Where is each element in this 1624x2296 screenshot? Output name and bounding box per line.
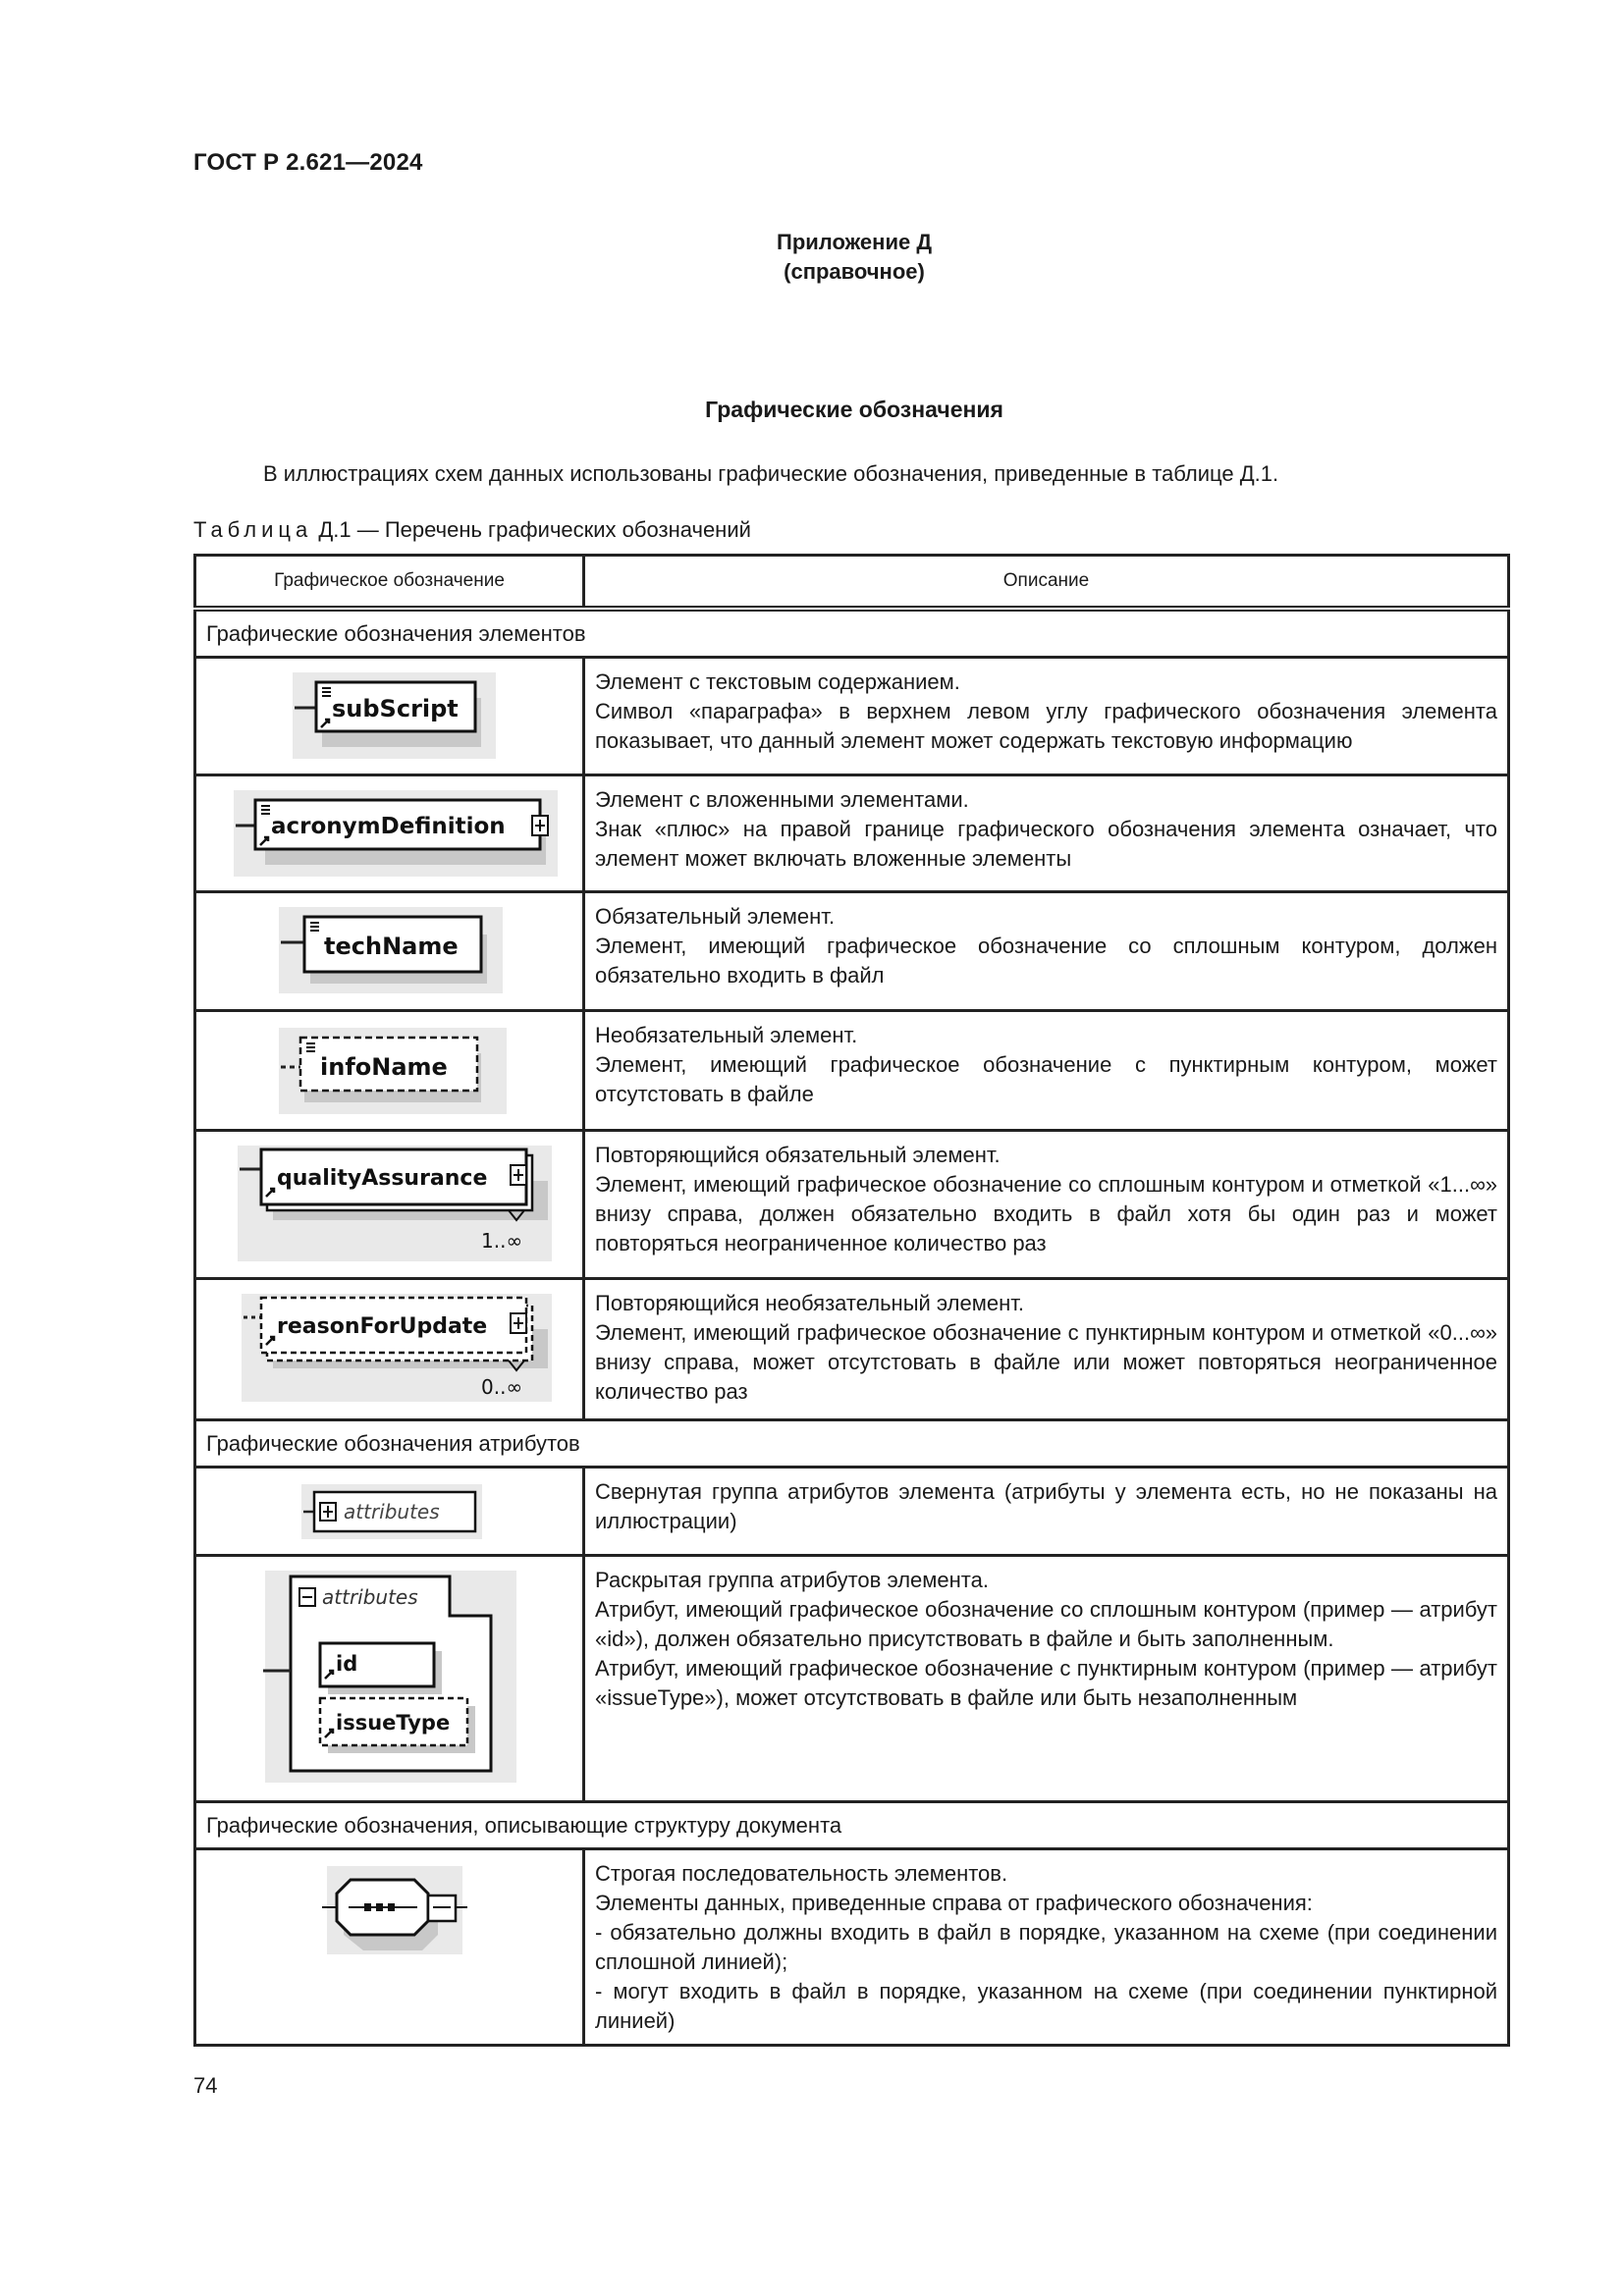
section-row-structure xyxy=(195,1802,1509,1849)
page-number: 74 xyxy=(193,2073,218,2098)
description-cell: Необязательный элемент. Элемент, имеющий графическое обозначение с пунктирным контуром, может отсутстовать в файле xyxy=(584,1011,1509,1131)
symbol-cell xyxy=(195,892,584,1011)
symbol-cell xyxy=(195,658,584,775)
annex-heading xyxy=(0,228,1624,287)
symbol-cell xyxy=(195,1849,584,2046)
mandatory-element-icon xyxy=(196,893,582,1006)
col-header-description: Описание xyxy=(584,556,1509,610)
section-row-elements xyxy=(195,609,1509,658)
col-header-symbol: Графическое обозначение xyxy=(195,556,584,610)
section-title: Графические обозначения атрибутов xyxy=(195,1420,1509,1468)
table-caption xyxy=(193,517,751,543)
description-cell: Повторяющийся необязательный элемент. Элемент, имеющий графическое обозначение с пунктирным контуром и отметкой «0...∞» внизу справа, может отсутстовать в файле или может повторяться неограниченное количество раз xyxy=(584,1279,1509,1420)
table-row xyxy=(195,1849,1509,2046)
svg-text:acronymDefinition: acronymDefinition xyxy=(271,814,506,839)
document-code: ГОСТ Р 2.621—2024 xyxy=(193,149,423,176)
description-cell: Элемент с вложенными элементами. Знак «плюс» на правой границе графического обозначения элемента означает, что элемент может включать вложенные элементы xyxy=(584,775,1509,892)
svg-text:id: id xyxy=(336,1652,358,1676)
description-cell: Раскрытая группа атрибутов элемента. Атрибут, имеющий графическое обозначение со сплошным контуром (пример — атрибут «id»), должен обязательно присутствовать в файле и быть заполненным. Атрибут, имеющий графическое обозначение с пунктирным контуром (пример — атрибут «issueType»), может отсутствовать в файле или быть незаполненным xyxy=(584,1556,1509,1802)
symbol-cell xyxy=(195,1131,584,1279)
section-row-attributes xyxy=(195,1420,1509,1468)
svg-text:0..∞: 0..∞ xyxy=(481,1375,523,1399)
repeating-optional-element-icon xyxy=(196,1280,582,1415)
description-cell: Повторяющийся обязательный элемент. Элемент, имеющий графическое обозначение со сплошным контуром и отметкой «1...∞» внизу справа, должен обязательно входить в файл хотя бы один раз и может повторяться неограниченное количество раз xyxy=(584,1131,1509,1279)
symbol-cell xyxy=(195,1279,584,1420)
svg-text:subScript: subScript xyxy=(332,695,459,722)
table-row xyxy=(195,658,1509,775)
svg-text:issueType: issueType xyxy=(336,1711,451,1735)
symbol-cell xyxy=(195,775,584,892)
svg-text:infoName: infoName xyxy=(320,1053,448,1081)
symbol-cell xyxy=(195,1011,584,1131)
table-row xyxy=(195,1556,1509,1802)
intro-paragraph: В иллюстрациях схем данных использованы графические обозначения, приведенные в таблице Д.1. xyxy=(263,461,1279,486)
svg-text:qualityAssurance: qualityAssurance xyxy=(277,1166,488,1191)
description-cell: Обязательный элемент. Элемент, имеющий графическое обозначение со сплошным контуром, должен обязательно входить в файл xyxy=(584,892,1509,1011)
table-header-row xyxy=(195,556,1509,610)
symbols-table xyxy=(193,554,1510,2047)
table-row xyxy=(195,1279,1509,1420)
symbol-cell xyxy=(195,1556,584,1802)
expanded-attributes-icon xyxy=(196,1557,582,1797)
section-title: Графические обозначения, описывающие структуру документа xyxy=(195,1802,1509,1849)
optional-element-icon xyxy=(196,1012,582,1126)
svg-text:1..∞: 1..∞ xyxy=(481,1229,523,1253)
repeating-mandatory-element-icon xyxy=(196,1132,582,1274)
svg-text:attributes: attributes xyxy=(344,1500,440,1523)
element-text-content-icon xyxy=(196,659,582,771)
section-title: Графические обозначения элементов xyxy=(195,609,1509,658)
table-row xyxy=(195,1468,1509,1556)
description-cell: Элемент с текстовым содержанием. Символ «параграфа» в верхнем левом углу графического обозначения элемента показывает, что данный элемент может содержать текстовую информацию xyxy=(584,658,1509,775)
svg-text:reasonForUpdate: reasonForUpdate xyxy=(277,1314,488,1339)
section-title: Графические обозначения xyxy=(705,397,1003,422)
annex-type: (справочное) xyxy=(784,259,925,284)
caption-text: Д.1 — Перечень графических обозначений xyxy=(312,517,751,542)
sequence-compositor-icon xyxy=(196,1850,582,2041)
caption-prefix: Таблица xyxy=(193,517,313,542)
table-row xyxy=(195,892,1509,1011)
annex-title: Приложение Д xyxy=(777,230,932,254)
svg-text:techName: techName xyxy=(324,933,459,960)
description-cell: Строгая последовательность элементов. Элементы данных, приведенные справа от графического обозначения: - обязательно должны входить в файл в порядке, указанном на схеме (при соединении сплошной линией); - могут входить в файл в порядке, указанном на схеме (при соединении пунктирной линией) xyxy=(584,1849,1509,2046)
collapsed-attributes-icon xyxy=(196,1468,582,1551)
table-row xyxy=(195,775,1509,892)
element-with-children-icon xyxy=(196,776,582,887)
table-row xyxy=(195,1011,1509,1131)
table-row xyxy=(195,1131,1509,1279)
svg-text:attributes: attributes xyxy=(322,1585,418,1609)
symbol-cell xyxy=(195,1468,584,1556)
description-cell: Свернутая группа атрибутов элемента (атрибуты у элемента есть, но не показаны на иллюстрации) xyxy=(584,1468,1509,1556)
